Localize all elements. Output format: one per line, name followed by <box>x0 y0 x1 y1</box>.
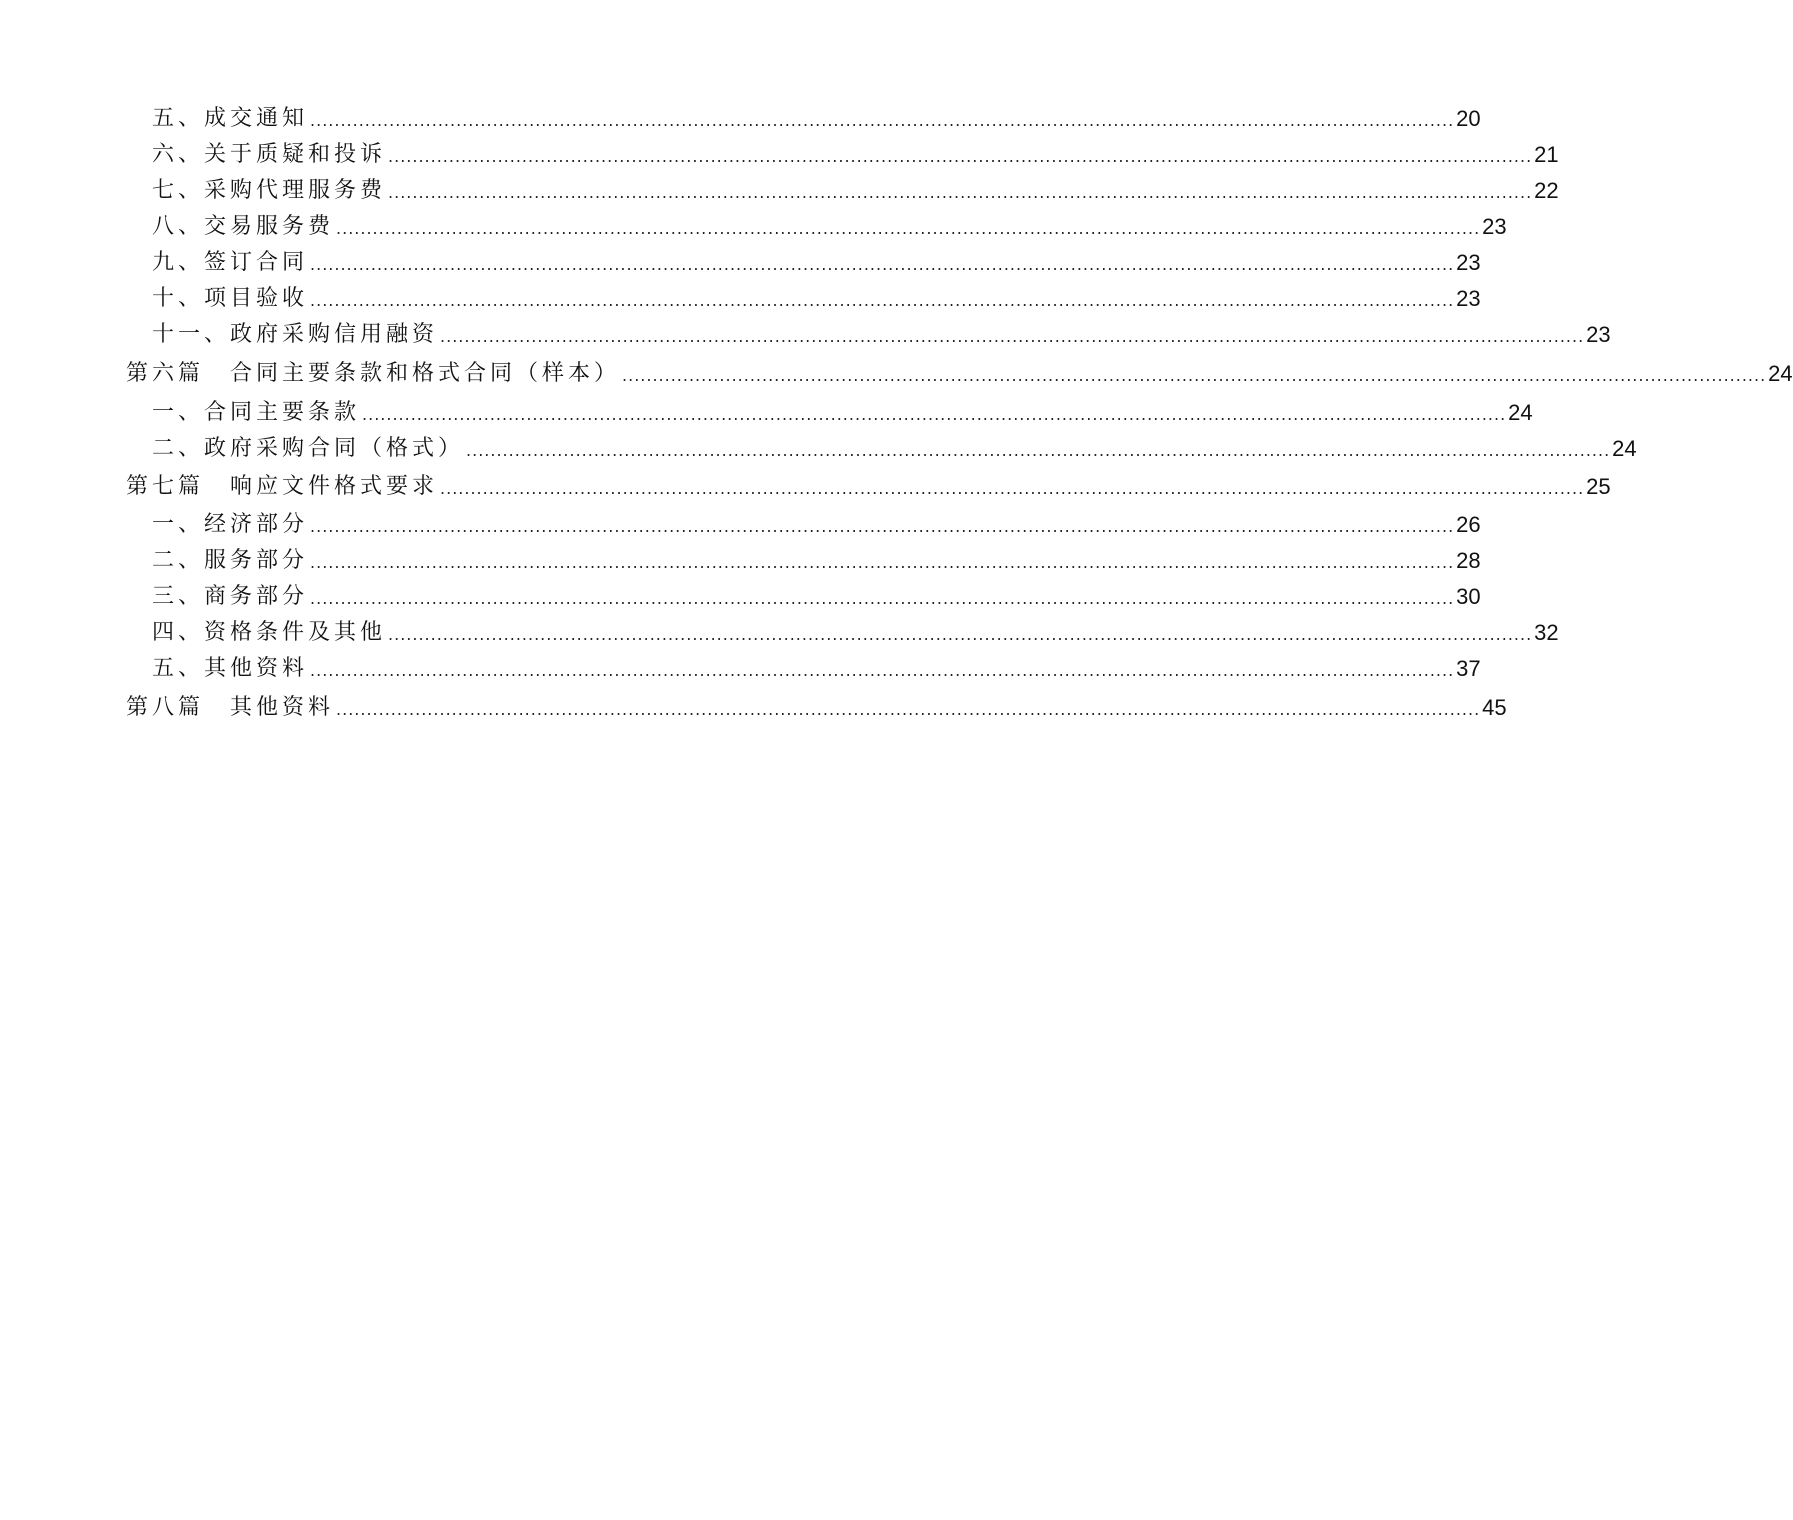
toc-entry-page: 22 <box>1534 178 1559 203</box>
toc-leader-dots: ............................................................................................................................................................................................ <box>336 219 1481 238</box>
toc-entry-page: 21 <box>1534 142 1559 167</box>
toc-entry-page: 20 <box>1456 106 1481 131</box>
toc-entry-title: 三、商务部分 <box>152 584 309 609</box>
toc-entry[interactable] <box>0 359 1793 389</box>
toc-entry-page: 24 <box>1768 361 1793 386</box>
toc-entry-title: 十、项目验收 <box>152 286 309 311</box>
toc-entry-page: 28 <box>1456 548 1481 573</box>
toc-entry-title: 十一、政府采购信用融资 <box>152 322 439 347</box>
toc-entry[interactable] <box>0 104 1481 134</box>
toc-entry-page: 32 <box>1534 620 1559 645</box>
toc-leader-dots: ............................................................................................................................................................................................ <box>310 553 1455 572</box>
toc-entry-page: 24 <box>1612 436 1637 461</box>
toc-entry-title: 第八篇 其他资料 <box>126 695 335 720</box>
toc-entry-title: 一、合同主要条款 <box>152 400 361 425</box>
toc-entry[interactable] <box>0 693 1507 723</box>
toc-entry[interactable] <box>0 546 1481 576</box>
toc-leader-dots: ............................................................................................................................................................................................ <box>388 147 1533 166</box>
toc-entry-page: 23 <box>1482 214 1507 239</box>
toc-entry-title: 八、交易服务费 <box>152 214 335 239</box>
toc-entry[interactable] <box>0 176 1559 206</box>
toc-entry-page: 24 <box>1508 400 1533 425</box>
toc-leader-dots: ............................................................................................................................................................................................ <box>362 405 1507 424</box>
toc-entry-title: 二、政府采购合同（格式） <box>152 436 465 461</box>
toc-entry-page: 23 <box>1586 322 1611 347</box>
toc-entry[interactable] <box>0 472 1611 502</box>
toc-entry-title: 六、关于质疑和投诉 <box>152 142 387 167</box>
toc-entry[interactable] <box>0 618 1559 648</box>
toc-leader-dots: ............................................................................................................................................................................................ <box>388 625 1533 644</box>
toc-leader-dots: ............................................................................................................................................................................................ <box>388 183 1533 202</box>
toc-entry-title: 七、采购代理服务费 <box>152 178 387 203</box>
toc-leader-dots: ............................................................................................................................................................................................ <box>310 589 1455 608</box>
toc-leader-dots: ............................................................................................................................................................................................ <box>310 517 1455 536</box>
toc-leader-dots: ............................................................................................................................................................................................ <box>310 661 1455 680</box>
toc-entry-title: 第七篇 响应文件格式要求 <box>126 474 439 499</box>
toc-entry-page: 25 <box>1586 474 1611 499</box>
toc-leader-dots: ............................................................................................................................................................................................ <box>310 255 1455 274</box>
toc-leader-dots: ............................................................................................................................................................................................ <box>336 700 1481 719</box>
toc-leader-dots: ............................................................................................................................................................................................ <box>440 327 1585 346</box>
toc-entry-title: 第六篇 合同主要条款和格式合同（样本） <box>126 361 621 386</box>
toc-entry[interactable] <box>0 582 1481 612</box>
toc-entry-title: 一、经济部分 <box>152 512 309 537</box>
toc-entry[interactable] <box>0 248 1481 278</box>
toc-entry[interactable] <box>0 654 1481 684</box>
toc-entry-page: 26 <box>1456 512 1481 537</box>
toc-leader-dots: ............................................................................................................................................................................................ <box>466 441 1611 460</box>
toc-leader-dots: ............................................................................................................................................................................................ <box>622 366 1767 385</box>
toc-entry[interactable] <box>0 212 1507 242</box>
toc-entry[interactable] <box>0 398 1533 428</box>
toc-entry-title: 五、其他资料 <box>152 656 309 681</box>
toc-entry[interactable] <box>0 284 1481 314</box>
toc-leader-dots: ............................................................................................................................................................................................ <box>440 479 1585 498</box>
toc-entry-page: 23 <box>1456 250 1481 275</box>
toc-entry-title: 五、成交通知 <box>152 106 309 131</box>
toc-leader-dots: ............................................................................................................................................................................................ <box>310 291 1455 310</box>
toc-entry-page: 30 <box>1456 584 1481 609</box>
toc-entry-page: 23 <box>1456 286 1481 311</box>
toc-entry[interactable] <box>0 320 1611 350</box>
toc-entry-title: 九、签订合同 <box>152 250 309 275</box>
toc-entry[interactable] <box>0 510 1481 540</box>
toc-entry[interactable] <box>0 140 1559 170</box>
toc-entry-page: 45 <box>1482 695 1507 720</box>
toc-leader-dots: ............................................................................................................................................................................................ <box>310 111 1455 130</box>
toc-entry-page: 37 <box>1456 656 1481 681</box>
toc-entry-title: 四、资格条件及其他 <box>152 620 387 645</box>
toc-entry[interactable] <box>0 434 1637 464</box>
toc-entry-title: 二、服务部分 <box>152 548 309 573</box>
